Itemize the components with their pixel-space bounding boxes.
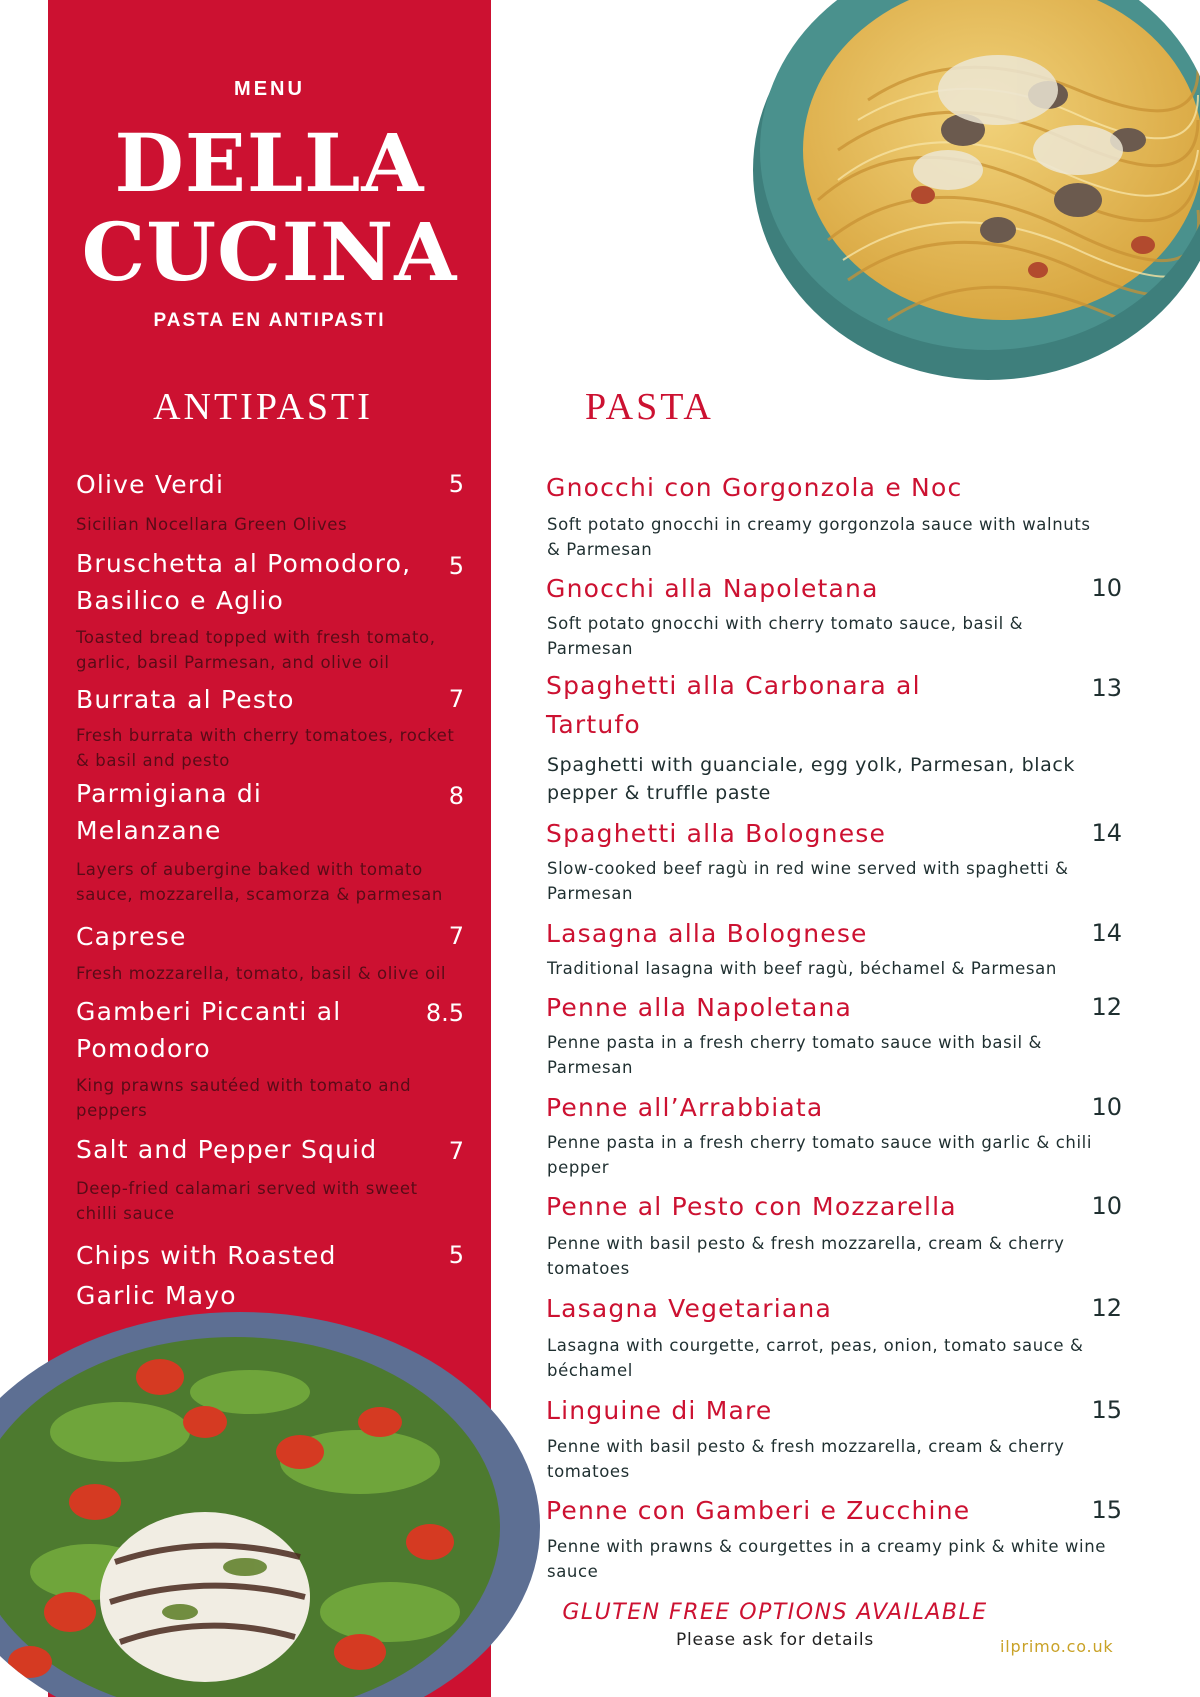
pasta-item-price: 15 — [1091, 1396, 1122, 1424]
antipasti-item-desc: chilli sauce — [76, 1204, 175, 1223]
antipasti-item-desc: & basil and pesto — [76, 751, 230, 770]
antipasti-item-desc: garlic, basil Parmesan, and olive oil — [76, 653, 390, 672]
brand-name-line1: DELLA — [114, 116, 425, 210]
pasta-item-desc: Penne with basil pesto & fresh mozzarella, cream & cherry — [547, 1234, 1065, 1253]
gluten-free-subtext: Please ask for details — [675, 1630, 875, 1650]
pasta-item-desc: Penne pasta in a fresh cherry tomato sauce with basil & — [547, 1033, 1043, 1052]
pasta-item-name: Linguine di Mare — [546, 1396, 773, 1425]
pasta-item-desc: Penne with basil pesto & fresh mozzarella, cream & cherry — [547, 1437, 1065, 1456]
menu-subtitle: PASTA EN ANTIPASTI — [153, 310, 386, 331]
pasta-item-desc: Spaghetti with guanciale, egg yolk, Parmesan, black — [547, 754, 1076, 776]
antipasti-item-desc: Layers of aubergine baked with tomato — [76, 860, 423, 879]
pasta-item-desc: pepper — [547, 1158, 610, 1177]
gluten-free-notice: GLUTEN FREE OPTIONS AVAILABLE — [562, 1600, 988, 1625]
pasta-item-desc: Traditional lasagna with beef ragù, béchamel & Parmesan — [547, 959, 1057, 978]
antipasti-item-desc: Toasted bread topped with fresh tomato, — [76, 628, 436, 647]
website-link[interactable]: ilprimo.co.uk — [1000, 1637, 1114, 1656]
pasta-item-name: Lasagna alla Bolognese — [546, 919, 868, 948]
antipasti-item-price: 7 — [448, 685, 464, 713]
pasta-item-price: 13 — [1091, 674, 1122, 702]
antipasti-item-price: 5 — [448, 552, 464, 580]
antipasti-item-desc: King prawns sautéed with tomato and — [76, 1076, 412, 1095]
pasta-item-name: Lasagna Vegetariana — [546, 1294, 832, 1323]
pasta-item-price: 10 — [1091, 1093, 1122, 1121]
pasta-item-price: 10 — [1091, 574, 1122, 602]
pasta-item-desc: Soft potato gnocchi with cherry tomato sauce, basil & — [547, 614, 1024, 633]
antipasti-item-name: Garlic Mayo — [76, 1281, 237, 1310]
pasta-item-desc: sauce — [547, 1562, 599, 1581]
pasta-heading: PASTA — [585, 386, 714, 428]
antipasti-item-name: Basilico e Aglio — [76, 586, 285, 615]
brand-name-line2: CUCINA — [81, 205, 458, 299]
antipasti-item-desc: Fresh mozzarella, tomato, basil & olive oil — [76, 964, 447, 983]
antipasti-item-name: Chips with Roasted — [76, 1241, 337, 1270]
antipasti-item-desc: sauce, mozzarella, scamorza & parmesan — [76, 885, 443, 904]
pasta-item-desc: béchamel — [547, 1361, 633, 1380]
pasta-item-name: Penne al Pesto con Mozzarella — [546, 1192, 957, 1221]
pasta-item-desc: tomatoes — [547, 1462, 630, 1481]
antipasti-item-name: Caprese — [76, 922, 187, 951]
pasta-item-name: Tartufo — [546, 710, 641, 739]
pasta-item-name: Gnocchi con Gorgonzola e Noc — [546, 473, 963, 502]
antipasti-item-price: 5 — [448, 470, 464, 498]
antipasti-heading: ANTIPASTI — [153, 386, 373, 428]
pasta-item-desc: & Parmesan — [547, 540, 653, 559]
antipasti-item-desc: peppers — [76, 1101, 148, 1120]
pasta-item-desc: Soft potato gnocchi in creamy gorgonzola sauce with walnuts — [547, 515, 1091, 534]
menu-label: MENU — [234, 78, 305, 100]
pasta-item-price: 12 — [1091, 1294, 1122, 1322]
burrata-salad-photo — [0, 1312, 545, 1697]
pasta-item-price: 10 — [1091, 1192, 1122, 1220]
antipasti-item-price: 7 — [448, 922, 464, 950]
pasta-item-name: Penne alla Napoletana — [546, 993, 853, 1022]
carbonara-photo — [748, 0, 1200, 390]
antipasti-item-price: 5 — [448, 1241, 464, 1269]
pasta-item-name: Penne all’Arrabbiata — [546, 1093, 824, 1122]
antipasti-item-name: Pomodoro — [76, 1034, 211, 1063]
pasta-item-name: Spaghetti alla Carbonara al — [546, 671, 921, 700]
pasta-item-name: Gnocchi alla Napoletana — [546, 574, 879, 603]
antipasti-item-name: Olive Verdi — [76, 470, 225, 499]
pasta-item-price: 12 — [1091, 993, 1122, 1021]
pasta-item-desc: Penne pasta in a fresh cherry tomato sauce with garlic & chili — [547, 1133, 1093, 1152]
antipasti-item-desc: Fresh burrata with cherry tomatoes, rocket — [76, 726, 455, 745]
pasta-item-price: 14 — [1091, 919, 1122, 947]
pasta-item-desc: Parmesan — [547, 1058, 634, 1077]
antipasti-item-name: Melanzane — [76, 816, 222, 845]
pasta-item-name: Penne con Gamberi e Zucchine — [546, 1496, 971, 1525]
antipasti-item-name: Bruschetta al Pomodoro, — [76, 549, 412, 578]
pasta-item-price: 14 — [1091, 819, 1122, 847]
antipasti-item-desc: Sicilian Nocellara Green Olives — [76, 515, 348, 534]
pasta-item-desc: Penne with prawns & courgettes in a creamy pink & white wine — [547, 1537, 1107, 1556]
pasta-item-name: Spaghetti alla Bolognese — [546, 819, 887, 848]
antipasti-item-desc: Deep-fried calamari served with sweet — [76, 1179, 418, 1198]
pasta-item-desc: tomatoes — [547, 1259, 630, 1278]
pasta-item-desc: Parmesan — [547, 639, 634, 658]
antipasti-item-name: Parmigiana di — [76, 779, 263, 808]
antipasti-item-name: Gamberi Piccanti al — [76, 997, 342, 1026]
pasta-item-price: 15 — [1091, 1496, 1122, 1524]
pasta-item-desc: Parmesan — [547, 884, 634, 903]
pasta-item-desc: pepper & truffle paste — [547, 782, 771, 804]
pasta-item-desc: Slow-cooked beef ragù in red wine served with spaghetti & — [547, 859, 1069, 878]
antipasti-item-name: Salt and Pepper Squid — [76, 1135, 378, 1164]
antipasti-item-price: 8 — [448, 782, 464, 810]
antipasti-item-price: 7 — [448, 1137, 464, 1165]
antipasti-item-price: 8.5 — [425, 999, 464, 1027]
antipasti-item-name: Burrata al Pesto — [76, 685, 295, 714]
pasta-item-desc: Lasagna with courgette, carrot, peas, onion, tomato sauce & — [547, 1336, 1084, 1355]
